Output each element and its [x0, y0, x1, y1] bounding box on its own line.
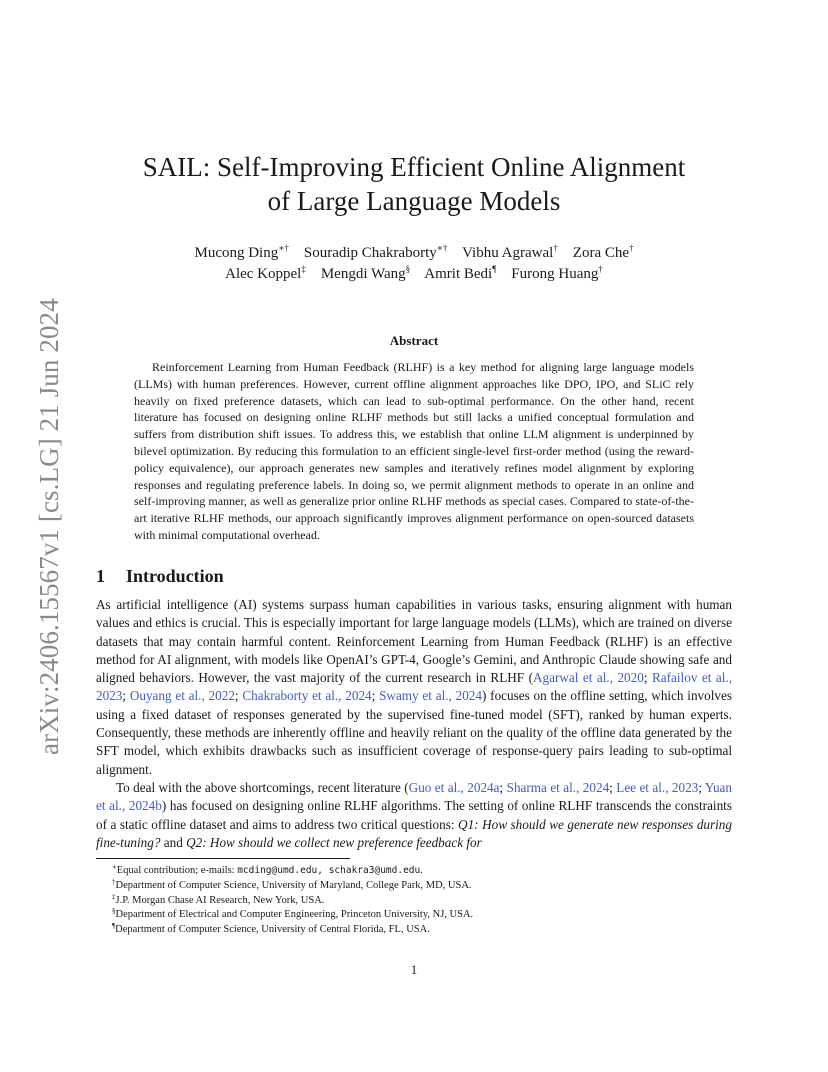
author-name: Alec Koppel: [225, 266, 302, 282]
citation-link[interactable]: Rafailov et al., 2023: [96, 670, 732, 704]
author-affiliation-mark: ‡: [301, 264, 306, 274]
author-row-2: [96, 264, 732, 285]
author-name: Zora Che: [572, 245, 630, 261]
footnote-divider: [96, 858, 350, 859]
paragraph-text: ) focuses on the offline setting, which involves using a fixed dataset of responses generated by the supervised fine-tuned model (SFT), ranked by human experts. Consequently, these methods are inherently offline and heavily reliant on the quality of the offline data generated by the SFT model, which exhibits drawbacks such as insufficient coverage of response-query pairs leading to sub-optimal alignment.: [96, 688, 732, 777]
citation-link[interactable]: Ouyang et al., 2022: [129, 688, 235, 704]
footnote-text: Equal contribution; e-mails:: [116, 865, 238, 876]
author-list: [96, 243, 732, 285]
author-name: Furong Huang: [511, 266, 599, 282]
author-row-1: [96, 243, 732, 264]
citation-link[interactable]: Guo et al., 2024a: [408, 779, 500, 795]
citation-link[interactable]: Yuan et al., 2024b: [96, 779, 733, 814]
paragraph: As artificial intelligence (AI) systems surpass human capabilities in various tasks, ensuring alignment with human values and ethics is crucial. This is especially important for large language models (LLMs), which are trained on diverse datasets that may contain harmful content. Reinforcement Learning from Human Feedback (RLHF) is an effective method for AI alignment, with models like OpenAI’s GPT-4, Google’s Gemini, and Anthropic Claude showing safe and aligned behaviors. However, the vast majority of the current research in RLHF (Agarwal et al., 2020; Rafailov et al., 2023; Ouyang et al., 2022; Chakraborty et al., 2024; Swamy et al., 2024) focuses on the offline setting, which involves using a fixed dataset of responses generated by the supervised fine-tuned model (SFT), ranked by human experts. Consequently, these methods are inherently offline and heavily reliant on the quality of the offline data generated by the SFT model, which exhibits drawbacks such as insufficient coverage of response-query pairs leading to sub-optimal alignment.: [96, 597, 732, 777]
question-one: Q1: How should we generate new responses during fine-tuning?: [96, 816, 732, 850]
paper-title: [96, 150, 732, 218]
title-line-2: of Large Language Models: [267, 186, 561, 216]
footnote: [112, 879, 473, 894]
section-number: 1: [96, 566, 105, 586]
footnote-mark: §: [112, 907, 116, 916]
author-name: Mucong Ding: [194, 245, 279, 261]
footnote-text: Department of Computer Science, University of Central Florida, FL, USA.: [115, 924, 430, 936]
author-affiliation-mark: §: [405, 264, 411, 274]
arxiv-identifier: arXiv:2406.15567v1 [cs.LG] 21 Jun 2024: [34, 298, 64, 755]
footnote-text-end: .: [420, 865, 423, 876]
footnote: [112, 908, 473, 923]
paragraph-text: To deal with the above shortcomings, recent literature (: [116, 779, 409, 795]
footnote-mark: ‡: [112, 892, 116, 901]
citation-link[interactable]: Agarwal et al., 2020: [533, 670, 644, 686]
author-affiliation-mark: ¶: [492, 264, 497, 274]
footnote-emails: mcding@umd.edu, schakra3@umd.edu: [237, 865, 421, 876]
title-line-1: SAIL: Self-Improving Efficient Online Alignment: [142, 152, 686, 182]
citation-link[interactable]: Lee et al., 2023: [616, 779, 699, 795]
footnote: [112, 864, 473, 879]
footnote-text: Department of Computer Science, University of Maryland, College Park, MD, USA.: [115, 879, 472, 891]
author-affiliation-mark: †: [629, 243, 634, 253]
footnote-text: J.P. Morgan Chase AI Research, New York, USA.: [115, 894, 325, 906]
author-name: Vibhu Agrawal: [462, 245, 554, 261]
author-name: Amrit Bedi: [424, 266, 493, 282]
author-affiliation-mark: †: [553, 243, 558, 253]
author-name: Mengdi Wang: [320, 266, 406, 282]
page-number: 1: [410, 962, 418, 977]
footnote-text: Department of Electrical and Computer Engineering, Princeton University, NJ, USA.: [115, 909, 474, 921]
footnote-mark: ¶: [112, 922, 116, 931]
footnote: [112, 894, 473, 909]
section-heading: [96, 566, 224, 587]
author-affiliation-mark: ∗†: [436, 243, 448, 253]
author-affiliation-mark: †: [598, 264, 603, 274]
footnote-mark: †: [112, 877, 116, 886]
author-name: Souradip Chakraborty: [303, 245, 437, 261]
citation-link[interactable]: Sharma et al., 2024: [506, 779, 610, 795]
abstract-text: Reinforcement Learning from Human Feedback (RLHF) is a key method for aligning large language models (LLMs) with human preferences. However, current offline alignment approaches like DPO, IPO, and SLiC rely heavily on fixed preference datasets, which can lead to sub-optimal performance. On the other hand, recent literature has focused on designing online RLHF methods but still lacks a unified conceptual formulation and suffers from distribution shift issues. To address this, we establish that online LLM alignment is underpinned by bilevel optimization. By reducing this formulation to an efficient single-level first-order method (using the reward-policy equivalence), our approach generates new samples and iteratively refines model alignment by exploring responses and regulating preference labels. In doing so, we permit alignment methods to operate in an online and self-improving manner, as well as generalize prior online RLHF methods as special cases. Compared to state-of-the-art iterative RLHF methods, our approach significantly improves alignment performance on open-sourced datasets with minimal computational overhead.: [134, 360, 694, 542]
footnotes: [112, 864, 473, 938]
footnote: [112, 923, 473, 938]
question-two: Q2: How should we collect new preference feedback for: [186, 834, 482, 850]
citation-link[interactable]: Chakraborty et al., 2024: [242, 688, 372, 704]
paragraph: To deal with the above shortcomings, recent literature (Guo et al., 2024a; Sharma et al., 2024; Lee et al., 2023; Yuan et al., 2024b) has focused on designing online RLHF algorithms. The setting of online RLHF transcends the constraints of a static offline dataset and aims to address two critical questions: Q1: How should we generate new responses during fine-tuning? and Q2: How should we collect new preference feedback for: [96, 779, 733, 850]
introduction-body: [96, 596, 732, 852]
author-affiliation-mark: ∗†: [278, 243, 289, 253]
paragraph-text: ) has focused on designing online RLHF algorithms. The setting of online RLHF transcends the constraints of a static offline dataset and aims to address two critical questions:: [96, 798, 732, 832]
paragraph-text: and: [160, 834, 187, 850]
citation-link[interactable]: Swamy et al., 2024: [379, 688, 482, 704]
paragraph-text: As artificial intelligence (AI) systems surpass human capabilities in various tasks, ensuring alignment with human values and ethics is crucial. This is especially important for large language models (LLMs), which are trained on diverse datasets that may contain harmful content. Reinforcement Learning from Human Feedback (RLHF) is an effective method for AI alignment, with models like OpenAI’s GPT-4, Google’s Gemini, and Anthropic Claude showing safe and aligned behaviors. However, the vast majority of the current research in RLHF (: [96, 597, 732, 686]
abstract-heading: Abstract: [389, 333, 439, 348]
section-title: Introduction: [126, 566, 224, 586]
footnote-mark: ∗: [112, 863, 117, 871]
